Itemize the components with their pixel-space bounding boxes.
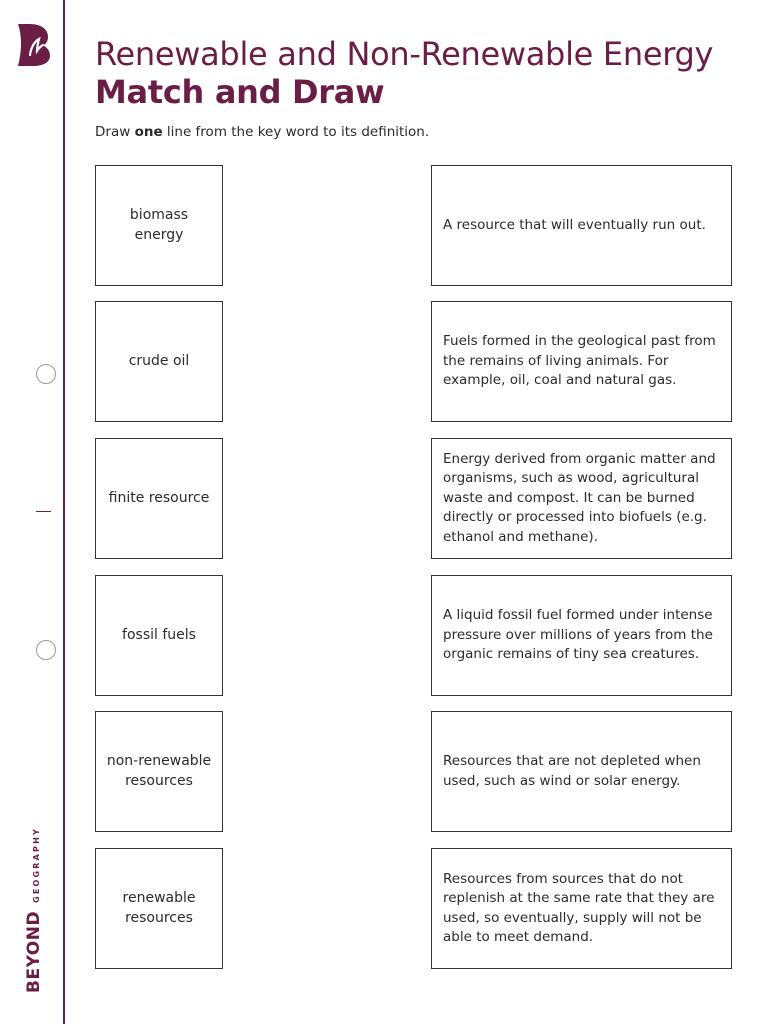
punch-hole-bottom bbox=[36, 640, 56, 660]
key-word-text: crude oil bbox=[128, 352, 190, 369]
instructions-text-before: Draw bbox=[95, 124, 135, 140]
definition-box[interactable] bbox=[431, 301, 732, 422]
key-word-text: biomass energy bbox=[129, 207, 189, 243]
definition-text: Energy derived from organic matter and organisms, such as wood, agricultural waste and compost. It can be burned directly or processed into biofuels (e.g. ethanol and methane). bbox=[443, 450, 716, 545]
punch-hole-top bbox=[36, 364, 56, 384]
page-title: Renewable and Non-Renewable Energy bbox=[95, 35, 714, 73]
key-word-box[interactable] bbox=[95, 711, 223, 832]
instructions-emphasis: one bbox=[134, 124, 163, 140]
fold-mark bbox=[36, 511, 51, 512]
page-subtitle: Match and Draw bbox=[95, 73, 385, 111]
key-word-box[interactable] bbox=[95, 301, 223, 422]
definition-text: A resource that will eventually run out. bbox=[443, 216, 706, 233]
key-word-box[interactable] bbox=[95, 165, 223, 286]
definition-box[interactable] bbox=[431, 848, 732, 969]
key-word-text: renewable resources bbox=[122, 890, 196, 926]
brand-sub-text: GEOGRAPHY bbox=[32, 827, 41, 903]
key-word-text: finite resource bbox=[108, 489, 210, 506]
margin-rule bbox=[63, 0, 65, 1024]
definition-text: Resources from sources that do not replenish at the same rate that they are used, so eventually, supply will not be able to meet demand. bbox=[443, 870, 715, 945]
definition-text: Fuels formed in the geological past from the remains of living animals. For example, oil, coal and natural gas. bbox=[443, 333, 716, 389]
instructions bbox=[95, 122, 429, 142]
key-word-box[interactable] bbox=[95, 848, 223, 969]
brand-b-logo-icon bbox=[15, 22, 51, 66]
key-word-text: fossil fuels bbox=[122, 626, 196, 643]
definition-text: Resources that are not depleted when used, such as wind or solar energy. bbox=[443, 753, 701, 789]
definition-box[interactable] bbox=[431, 711, 732, 832]
definition-box[interactable] bbox=[431, 165, 732, 286]
definition-box[interactable] bbox=[431, 575, 732, 696]
key-word-box[interactable] bbox=[95, 438, 223, 559]
definition-box[interactable] bbox=[431, 438, 732, 559]
brand-main-text: BEYOND bbox=[24, 910, 44, 993]
definition-text: A liquid fossil fuel formed under intense pressure over millions of years from the organic remains of tiny sea creatures. bbox=[443, 607, 713, 663]
key-word-box[interactable] bbox=[95, 575, 223, 696]
key-word-text: non-renewable resources bbox=[106, 753, 212, 789]
instructions-text-after: line from the key word to its definition. bbox=[162, 124, 430, 140]
